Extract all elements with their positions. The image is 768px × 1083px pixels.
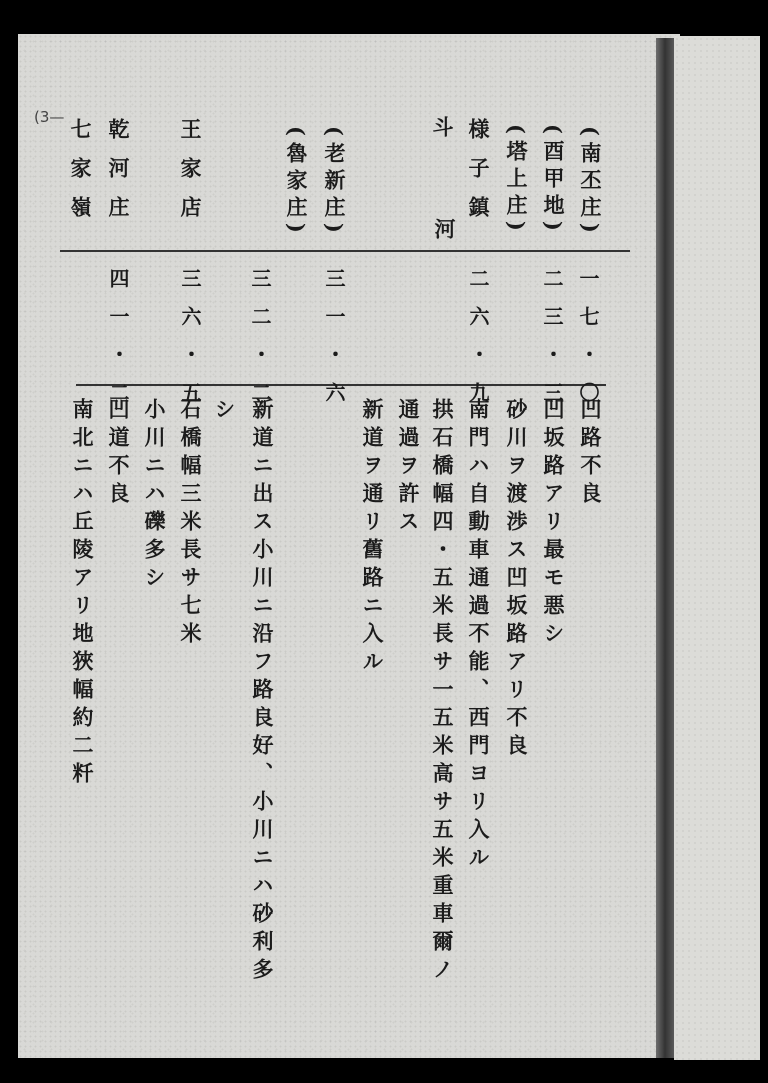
place-name: 斗	[430, 116, 455, 143]
book-spine	[656, 38, 674, 1058]
road-note: 凹路不良	[578, 398, 603, 510]
place-name: (南丕庄)	[578, 126, 603, 239]
road-note: 凹坂路アリ最モ悪シ	[541, 398, 566, 650]
road-note: シ	[212, 398, 237, 426]
distance-value: 三一・六	[322, 268, 346, 420]
rule-top	[60, 250, 630, 252]
right-page-edge	[674, 36, 760, 1060]
place-name: (老新庄)	[322, 126, 347, 239]
place-name: (塔上庄)	[504, 124, 529, 237]
distance-value: 三二・二	[248, 268, 272, 420]
road-note: 拱石橋幅四・五米長サ一五米高サ五米重車爾ノ	[430, 398, 455, 986]
road-note: 南門ハ自動車通過不能、西門ヨリ入ル	[466, 398, 491, 874]
road-note: 石橋幅三米長サ七米	[178, 398, 203, 650]
place-name: 七家嶺	[68, 118, 93, 235]
distance-value: 二六・九	[466, 268, 490, 420]
distance-value: 四一・二	[106, 268, 130, 420]
distance-value: 三六・五	[178, 268, 202, 420]
road-note: 南北ニハ丘陵アリ地狹幅約二粁	[70, 398, 95, 790]
road-note: 砂川ヲ渡渉ス凹坂路アリ不良	[504, 398, 529, 762]
road-note: 凹道不良	[106, 398, 131, 510]
place-name-sub: 河	[432, 218, 457, 245]
road-note: 通過ヲ許ス	[396, 398, 421, 538]
road-note: 小川ニハ礫多シ	[142, 398, 167, 594]
place-name: (魯家庄)	[284, 126, 309, 239]
place-name: 様子鎮	[466, 118, 491, 235]
place-name: 乾河庄	[106, 118, 131, 235]
place-name: 王家店	[178, 118, 203, 235]
road-note: 新道ニ出ス小川ニ沿フ路良好、小川ニハ砂利多	[250, 398, 275, 986]
place-name: (酉甲地)	[541, 124, 566, 237]
distance-value: 一七・〇	[576, 268, 600, 420]
road-note: 新道ヲ通リ舊路ニ入ル	[360, 398, 385, 678]
distance-value: 二三・三	[540, 268, 564, 420]
margin-mark: (3—	[34, 108, 65, 126]
